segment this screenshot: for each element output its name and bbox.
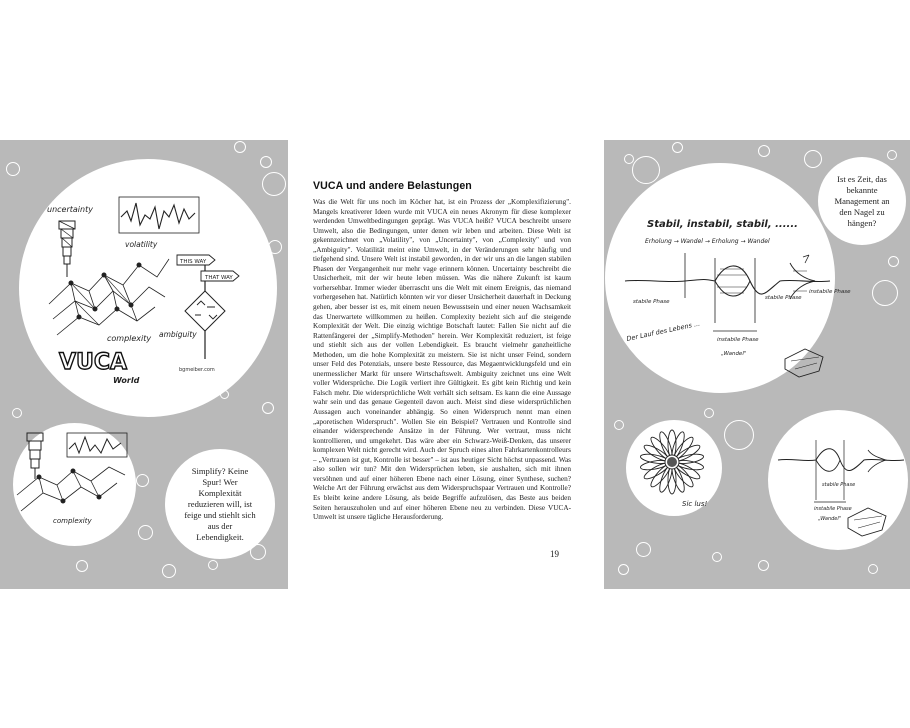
article-page — [313, 180, 571, 570]
wandel-label: „Wandel" — [721, 351, 747, 357]
decorative-bubble — [614, 420, 624, 430]
decorative-bubble — [234, 141, 246, 153]
life-course-label: Der Lauf des Lebens ... — [625, 319, 701, 343]
flower-label: Sic lus! — [682, 500, 708, 508]
small-stability-circle — [768, 410, 908, 550]
small-complexity-label: complexity — [53, 517, 92, 525]
right-illustration-panel — [604, 140, 910, 589]
vuca-sketch-circle — [19, 159, 277, 417]
article-body: Was die Welt für uns noch im Köcher hat, ist ein Prozess der „Komplexifizierung". Mangels kreativerer Ideen wurde mit VUCA ein neues Akronym für diese komplexer werdenden Umweltbedingungen geprägt. Was VUCA heißt? VUCA beschreibt unsere Umwelt, also die Bedingungen, unter denen wir leben und arbeiten. Diese Welt ist gekennzeichnet von „Volatility", von „Uncertainty", von „Complexity" und von „Ambiguity". Volatilität meint eine Umwelt, in der Veränderungen sehr häufig und tiefgehend sind. Unsere Welt ist instabil geworden, in der wir uns an die langen stabilen Phasen der Vergangenheit nur mehr vage erinnern können. Uncertainty beschreibt die Unsicherheit, mit der wir heute leben müssen. Was die nähere Zukunft ist kaum vorhersehbar. Immer wieder überrascht uns die Welt mit einem Ereignis, das niemand vorhergesehen hat. Natürlich könnten wir vor dieser Unsicherheit dauerhaft in Deckung gehen, aber besser ist es, mit einem neuen Bewusstsein und einer neuen Wachsamkeit das Unerwartete willkommen zu heißen. Complexity bezieht sich auf die steigende Komplexität der Welt. Die einzig wichtige Botschaft lautet: Fallen Sie nicht auf die Rattenfängerei der „Simplify-Methoden" herein. Wer Komplexität reduziert, ist feige und stiehlt sich aus der vollen Lebendigkeit. Es braucht vielmehr ganzheitliche Methoden, um die hohe Komplexität zu meistern. Sie ist nicht unser Feind, sondern unser Feld des Potenzials, unsere beste Ressource, das Megaentwicklungsfeld und ein unermesslicher Markt für unsere Wirtschaftswelt. Ambiguity zeichnet uns eine Welt voller Widersprüche. Die Logik verliert ihre Gültigkeit. Es gibt kein Richtig und kein Falsch mehr. Die widersprüchliche Welt verhält sich seltsam. Es kann die eine Aussage wahr sein und das genaue Gegenteil davon auch. Meist sind diese widersprüchlichen Aussagen auch voneinander abhängig. So einen Widerspruch nennt man einen „aporetischen Widerspruch". Wollen Sie ein Beispiel? Vertrauen und Kontrolle sind einander widersprechende Ansätze in der Führung. Wer vertraut, muss nicht kontrollieren, und umgekehrt. Das wäre aber ein Schwarz-Weiß-Denken, das unserer komplexen Welt nicht gerecht wird. Auch der Spruch eines alten Fahrkartenkontrolleurs – „Vertrauen ist gut, Kontrolle ist besser" – ist aus heutiger Sicht höchst unpassend. Was also sollen wir tun? Mit den Widersprüchen leben, sie aushalten, sich mit ihnen versöhnen und auf einer höheren Ebene nach einer Lösung, einer Synthese, suchen? Welche Art der Führung erwächst aus dem Widerspruchspaar Vertrauen und Kontrolle? Es bleibt keine andere Lösung, als beide Begriffe aufzulösen, das Beste aus beiden Seiten herauszuholen und auf einer höheren Ebene neu zu verbinden. Diese VUCA-Umwelt ist unsere tägliche Herausforderung. — [313, 198, 571, 522]
decorative-bubble — [758, 560, 769, 571]
stability-headline: Stabil, instabil, stabil, ...... — [647, 219, 798, 230]
decorative-bubble — [758, 145, 770, 157]
flower-sketch-circle — [626, 420, 722, 516]
decorative-bubble — [636, 542, 651, 557]
decorative-bubble — [724, 420, 754, 450]
sign-this-way: THIS WAY — [180, 259, 207, 265]
stable-phase-label: stabile Phase — [633, 299, 670, 305]
decorative-bubble — [712, 552, 722, 562]
vuca-logo: VUCA — [59, 350, 128, 375]
flower-sketch — [626, 420, 722, 516]
volatility-label: volatility — [125, 240, 158, 249]
decorative-bubble — [888, 256, 899, 267]
decorative-bubble — [138, 525, 153, 540]
small-stable-label: stabile Phase — [822, 482, 856, 488]
decorative-bubble — [887, 150, 897, 160]
decorative-bubble — [6, 162, 20, 176]
ambiguity-label: ambiguity — [159, 330, 197, 339]
decorative-bubble — [704, 408, 714, 418]
vuca-detail-sketch — [13, 423, 136, 546]
decorative-bubble — [136, 474, 149, 487]
decorative-bubble — [672, 142, 683, 153]
decorative-bubble — [76, 560, 88, 572]
article-title: VUCA und andere Belastungen — [313, 180, 472, 192]
left-illustration-panel — [0, 140, 288, 589]
sign-that-way: THAT WAY — [205, 275, 233, 281]
small-stability-sketch — [768, 410, 908, 550]
vuca-world-sketch — [19, 159, 277, 417]
small-sketch-circle — [13, 423, 136, 546]
illustrator-credit: bgmeiber.com — [179, 367, 215, 373]
decorative-bubble — [208, 560, 218, 570]
vuca-logo-sub: World — [113, 376, 140, 385]
uncertainty-label: uncertainty — [47, 205, 93, 214]
unstable-phase-label-2: instabile Phase — [809, 289, 851, 295]
page-number: 19 — [550, 549, 559, 559]
stable-phase-label-2: stabile Phase — [765, 295, 802, 301]
small-unstable-label: instabile Phase — [814, 506, 852, 512]
unstable-phase-label: instabile Phase — [717, 337, 759, 343]
complexity-label: complexity — [107, 334, 152, 343]
decorative-bubble — [872, 280, 898, 306]
stability-flow-label: Erholung → Wandel → Erholung → Wandel — [645, 238, 770, 245]
decorative-bubble — [162, 564, 176, 578]
stability-sketch-circle — [605, 163, 851, 393]
right-caption-text: Ist es Zeit, das bekannte Management an den Nagel zu hängen? — [834, 173, 890, 228]
decorative-bubble — [618, 564, 629, 575]
left-caption-circle — [165, 449, 275, 559]
decorative-bubble — [868, 564, 878, 574]
left-caption-text: Simplify? Keine Spur! Wer Komplexität reduzieren will, ist feige und stiehlt sich aus der Lebendigkeit. — [184, 465, 256, 542]
small-wandel-label: „Wandel" — [818, 516, 842, 522]
right-caption-circle — [818, 157, 906, 245]
stability-phases-sketch — [605, 163, 851, 393]
